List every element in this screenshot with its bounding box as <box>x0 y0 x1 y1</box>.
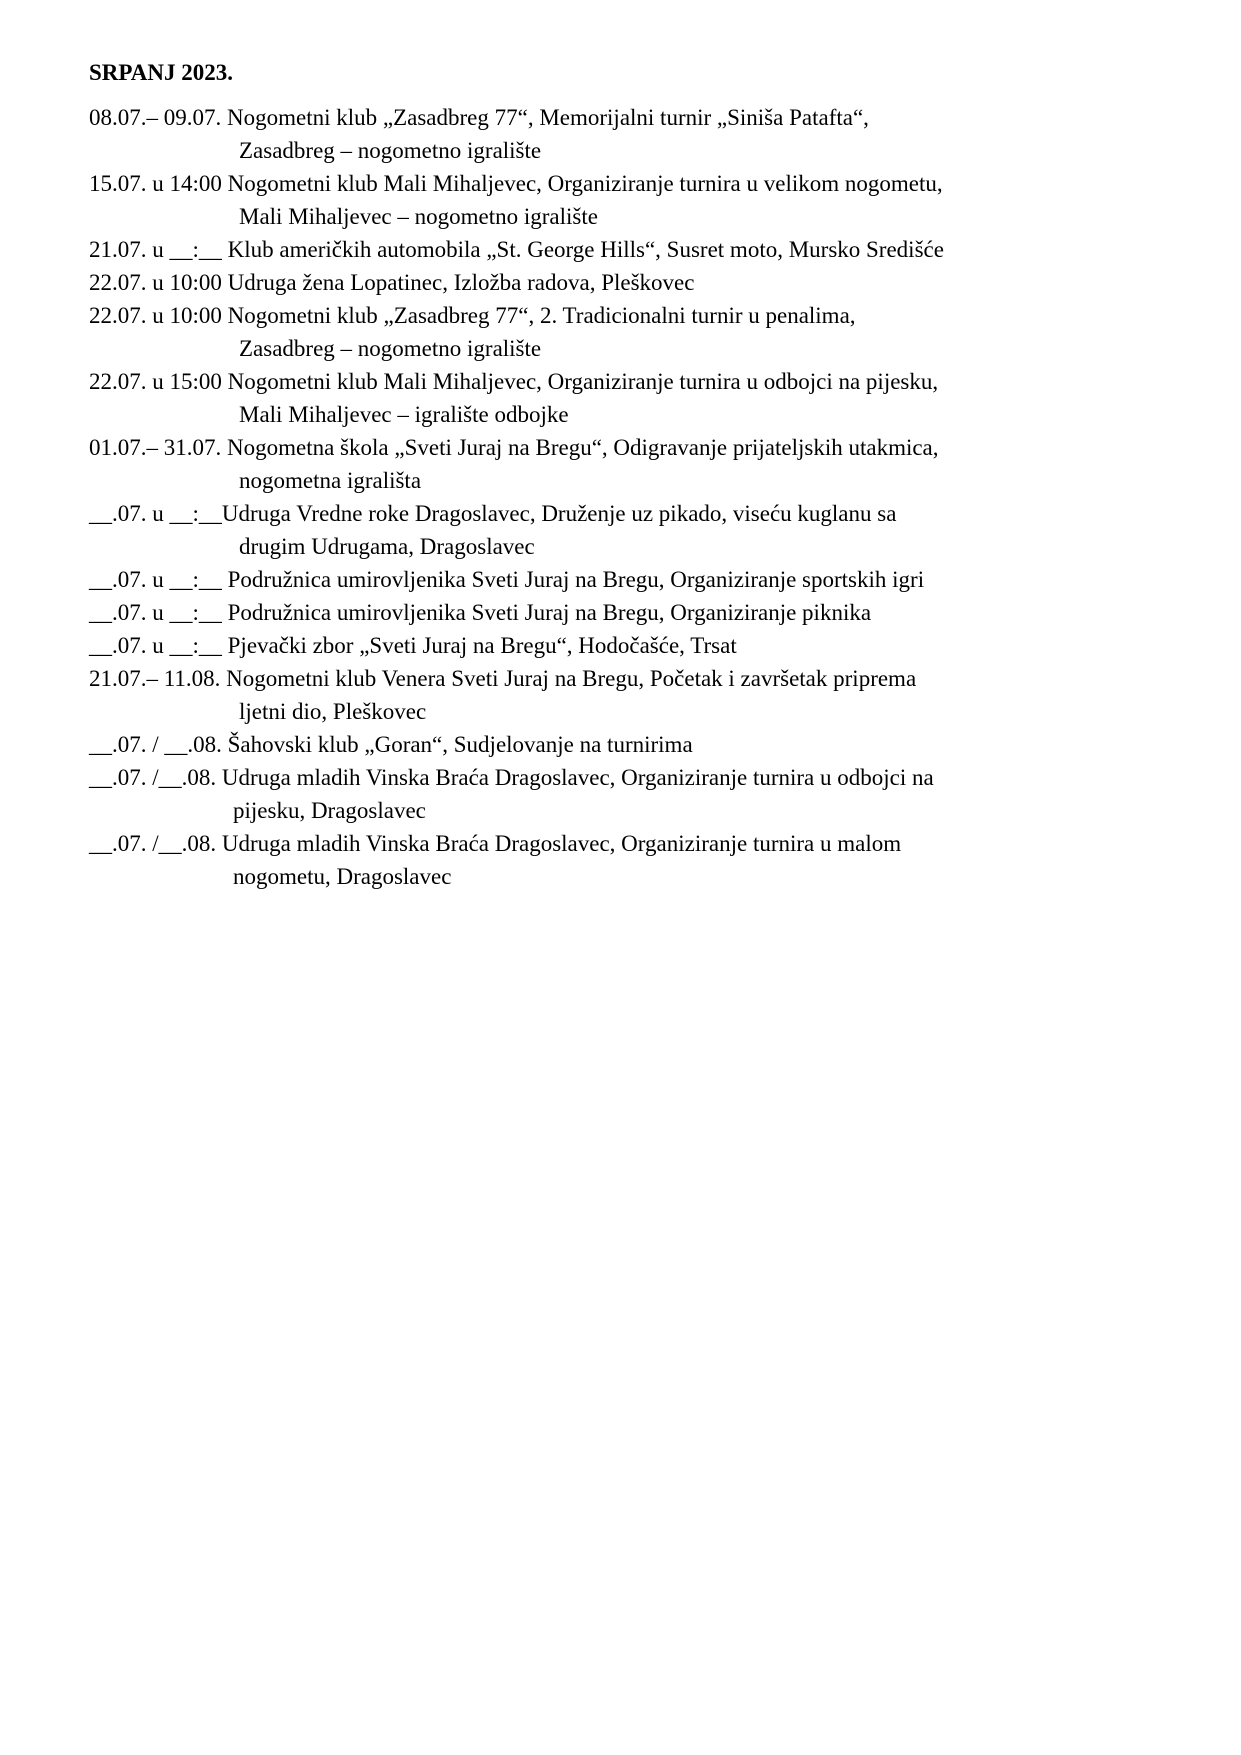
event-entry <box>89 167 1189 233</box>
event-line: 01.07.– 31.07. Nogometna škola „Sveti Juraj na Bregu“, Odigravanje prijateljskih utakmica, <box>89 435 939 460</box>
event-line-continuation: Zasadbreg – nogometno igralište <box>239 138 542 163</box>
event-entry <box>89 299 1189 365</box>
event-entry <box>89 629 1189 662</box>
event-line: __.07. /__.08. Udruga mladih Vinska Braća Dragoslavec, Organiziranje turnira u malom <box>89 831 902 856</box>
event-line: 22.07. u 10:00 Udruga žena Lopatinec, Izložba radova, Pleškovec <box>89 270 695 295</box>
event-line-continuation: nogometna igrališta <box>239 468 422 493</box>
event-entry <box>89 596 1189 629</box>
page-title: SRPANJ 2023. <box>89 60 233 85</box>
event-line: __.07. u __:__ Podružnica umirovljenika Sveti Juraj na Bregu, Organiziranje sportskih igri <box>89 567 925 592</box>
event-entry <box>89 728 1189 761</box>
event-line-continuation: ljetni dio, Pleškovec <box>239 699 427 724</box>
event-line: 08.07.– 09.07. Nogometni klub „Zasadbreg 77“, Memorijalni turnir „Siniša Patafta“, <box>89 105 869 130</box>
event-entry <box>89 431 1189 497</box>
event-line-continuation: Zasadbreg – nogometno igralište <box>239 336 542 361</box>
event-line: 21.07.– 11.08. Nogometni klub Venera Sveti Juraj na Bregu, Početak i završetak priprema <box>89 666 917 691</box>
event-entry <box>89 563 1189 596</box>
event-entry <box>89 662 1189 728</box>
event-entry <box>89 827 1189 893</box>
event-line: 21.07. u __:__ Klub američkih automobila „St. George Hills“, Susret moto, Mursko Središće <box>89 237 944 262</box>
event-line: 22.07. u 10:00 Nogometni klub „Zasadbreg 77“, 2. Tradicionalni turnir u penalima, <box>89 303 856 328</box>
event-line-continuation: pijesku, Dragoslavec <box>233 798 426 823</box>
event-line-continuation: nogometu, Dragoslavec <box>233 864 452 889</box>
event-line: __.07. u __:__ Podružnica umirovljenika Sveti Juraj na Bregu, Organiziranje piknika <box>89 600 872 625</box>
event-line-continuation: Mali Mihaljevec – nogometno igralište <box>239 204 598 229</box>
event-line-continuation: drugim Udrugama, Dragoslavec <box>239 534 535 559</box>
event-entry <box>89 365 1189 431</box>
event-entry <box>89 761 1189 827</box>
event-line: 15.07. u 14:00 Nogometni klub Mali Mihaljevec, Organiziranje turnira u velikom nogometu, <box>89 171 943 196</box>
document-page <box>89 58 1189 893</box>
event-entry <box>89 101 1189 167</box>
event-line: __.07. u __:__Udruga Vredne roke Dragoslavec, Druženje uz pikado, viseću kuglanu sa <box>89 501 897 526</box>
event-line: __.07. u __:__ Pjevački zbor „Sveti Juraj na Bregu“, Hodočašće, Trsat <box>89 633 737 658</box>
event-line-continuation: Mali Mihaljevec – igralište odbojke <box>239 402 569 427</box>
event-line: 22.07. u 15:00 Nogometni klub Mali Mihaljevec, Organiziranje turnira u odbojci na pijesku, <box>89 369 939 394</box>
event-line: __.07. / __.08. Šahovski klub „Goran“, Sudjelovanje na turnirima <box>89 732 693 757</box>
event-entry <box>89 233 1189 266</box>
event-entry <box>89 497 1189 563</box>
event-entry <box>89 266 1189 299</box>
event-line: __.07. /__.08. Udruga mladih Vinska Braća Dragoslavec, Organiziranje turnira u odbojci na <box>89 765 934 790</box>
